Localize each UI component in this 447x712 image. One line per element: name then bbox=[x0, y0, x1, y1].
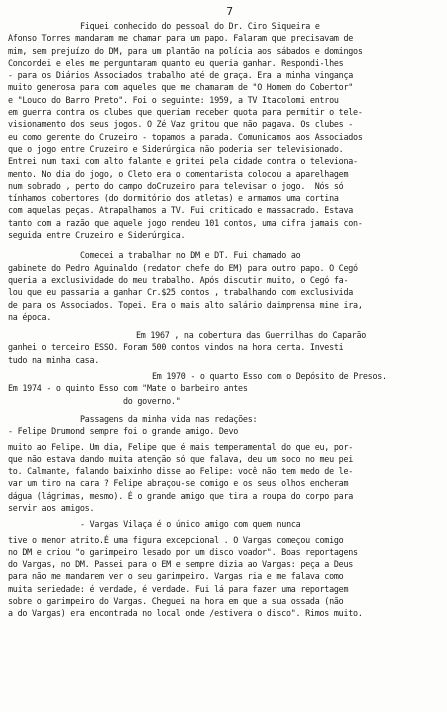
paragraph bbox=[8, 534, 441, 620]
document-body bbox=[8, 20, 441, 620]
text-line: do Vargas, no DM. Passei para o EM e sempre dizia ao Vargas: peça a Deus bbox=[8, 559, 354, 570]
page-number: 7 bbox=[226, 5, 233, 18]
text-line: de para os Associados. Topei. Era o mais alto salário daimprensa mine ira, bbox=[8, 299, 363, 310]
text-line: tive o menor atrito.É uma figura excepcional . O Vargas começou comigo bbox=[8, 534, 344, 545]
paragraph bbox=[8, 370, 441, 407]
text-line: queria a exclusividade do meu trabalho. Após discutir muito, o Cegó fa- bbox=[8, 274, 349, 285]
text-line: servir aos amigos. bbox=[8, 502, 95, 513]
text-line: tínhamos cobertores (do dormitório dos atletas) e armamos uma cortina bbox=[8, 193, 339, 204]
text-line: mim, sem prejuízo do DM, para um plantão na polícia aos sábados e domingos bbox=[8, 45, 363, 56]
text-line: gabinete do Pedro Aguinaldo (redator chefe do EM) para outro papo. O Cegó bbox=[8, 262, 358, 273]
text-line: Afonso Torres mandaram me chamar para um papo. Falaram que precisavam de bbox=[8, 33, 354, 44]
text-line: tanto com a razão que aquele jogo rendeu 101 contos, uma cifra jamais con- bbox=[8, 217, 363, 228]
text-line: na época. bbox=[8, 311, 52, 322]
text-line: seguida entre Cruzeiro e Siderúrgica. bbox=[8, 230, 186, 241]
text-line: num sobrado , perto do campo doCruzeiro para televisar o jogo. Nós só bbox=[8, 180, 344, 191]
paragraph bbox=[8, 20, 441, 241]
text-line: ganhei o terceiro ESSO. Foram 500 contos vindos na hora certa. Investi bbox=[8, 342, 344, 353]
text-line: Em 1974 - o quinto Esso com "Mate o barbeiro antes bbox=[8, 383, 248, 394]
text-line: Fiquei conhecido do pessoal do Dr. Ciro Siqueira e bbox=[80, 21, 320, 31]
text-line: que o jogo entre Cruzeiro e Siderúrgica não poderia ser televisionado. bbox=[8, 143, 344, 154]
text-line: sobre o garimpeiro do Vargas. Cheguei na hora em que a sua ossada (não bbox=[8, 596, 344, 607]
text-line: Comecei a trabalhar no DM e DT. Fui chamado ao bbox=[80, 250, 301, 261]
text-line: - Vargas Vilaça é o único amigo com quem nunca bbox=[80, 519, 301, 530]
text-line: muito generosa para com aqueles que me chamaram de "O Homem do Cobertor" bbox=[8, 82, 354, 93]
text-line: a do Vargas) era encontrada no local onde /estivera o disco". Rimos muito. bbox=[8, 608, 363, 619]
text-line: visionamento dos seus jogos. O Zé Vaz gritou que não pagava. Os clubes - bbox=[8, 119, 354, 130]
text-line: dágua (lágrimas, mesmo). É o grande amigo que tira a roupa do corpo para bbox=[8, 490, 354, 501]
text-line: - para os Diários Associados trabalho até de graça. Era a minha vingança bbox=[8, 70, 354, 81]
text-line: to. Calmante, falando baixinho disse ao Felipe: você não tem medo de le- bbox=[8, 466, 354, 477]
text-line: eu como gerente do Cruzeiro - topamos a parada. Comunicamos aos Associados bbox=[8, 131, 363, 142]
text-line: lou que eu passaria a ganhar Cr.$25 contos , trabalhando com exclusivida bbox=[8, 287, 354, 298]
text-line: com aquelas peças. Atrapalhamos a TV. Fui criticado e massacrado. Estava bbox=[8, 205, 354, 216]
paragraph bbox=[8, 413, 441, 438]
text-line: para não me mandarem ver o seu garimpeiro. Vargas ria e me falava como bbox=[8, 571, 344, 582]
paragraph bbox=[8, 329, 441, 366]
text-line: Concordei e eles me perguntaram quanto eu queria ganhar. Respondi-lhes bbox=[8, 57, 344, 68]
paragraph bbox=[8, 518, 441, 530]
text-line: Entrei num taxi com alto falante e gritei pela cidade contra o televiona- bbox=[8, 156, 358, 167]
paragraph bbox=[8, 441, 441, 515]
text-line: mento. No dia do jogo, o Cleto era o comentarista colocou a aparelhagem bbox=[8, 168, 349, 179]
text-line: Passagens da minha vida nas redações: bbox=[80, 413, 258, 424]
text-line: que não estava dando muita atenção só que falava, deu um soco no meu pei bbox=[8, 453, 354, 464]
text-line: Em 1967 , na cobertura das Guerrilhas do Caparão bbox=[136, 330, 367, 341]
text-line: do governo." bbox=[8, 395, 181, 406]
text-line: Em 1970 - o quarto Esso com o Depósito de Presos. bbox=[152, 371, 387, 382]
paragraph-spacer bbox=[8, 241, 441, 249]
text-line: no DM e criou "o garimpeiro lesado por um disco voador". Boas reportagens bbox=[8, 546, 358, 557]
text-line: tudo na minha casa. bbox=[8, 354, 100, 365]
text-line: - Felipe Drumond sempre foi o grande amigo. Devo bbox=[8, 426, 239, 437]
paragraph bbox=[8, 249, 441, 323]
text-line: muita seriedade: é verdade, é verdade. Fui lá para fazer uma reportagem bbox=[8, 583, 349, 594]
text-line: e "Louco do Barro Preto". Foi o seguinte: 1959, a TV Itacolomi entrou bbox=[8, 94, 339, 105]
text-line: var um tiro na cara ? Felipe abraçou-se comigo e os seus olhos encheram bbox=[8, 478, 349, 489]
text-line: em guerra contra os clubes que queriam receber quota para permitir o tele- bbox=[8, 107, 363, 118]
text-line: muito ao Felipe. Um dia, Felipe que é mais temperamental do que eu, por- bbox=[8, 441, 354, 452]
